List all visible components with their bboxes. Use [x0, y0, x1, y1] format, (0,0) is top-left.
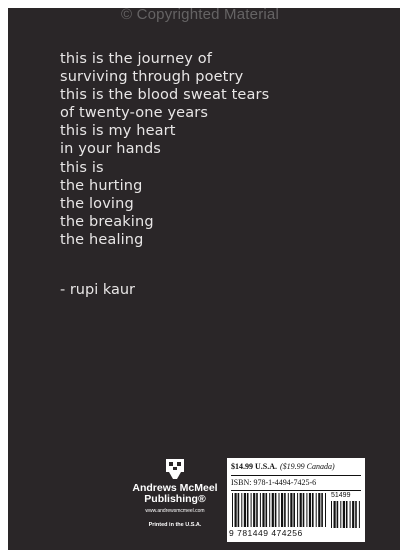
- barcode-bar: [288, 493, 289, 527]
- barcode-bar: [297, 493, 298, 527]
- poem-line: the hurting: [60, 177, 143, 194]
- poem-text: [60, 50, 269, 249]
- barcode-bar: [346, 501, 348, 528]
- price-code: 51499: [331, 492, 351, 499]
- poem-line: this is my heart: [60, 123, 176, 140]
- price-usa: $14.99 U.S.A.: [231, 462, 278, 471]
- barcode-bar: [241, 493, 242, 527]
- barcode-bar: [235, 493, 237, 527]
- poem-line: surviving through poetry: [60, 69, 244, 86]
- barcode-bar: [272, 493, 274, 527]
- poem-line: the loving: [60, 195, 134, 212]
- poem-line: this is the journey of: [60, 51, 213, 67]
- barcode-bar: [303, 493, 305, 527]
- barcode-bar: [306, 493, 307, 527]
- barcode-bar: [309, 493, 311, 527]
- barcode-bar: [256, 493, 258, 527]
- barcode-bar: [316, 493, 317, 527]
- ean-digits: 9 781449 474256: [229, 528, 303, 538]
- barcode-bar: [340, 501, 341, 528]
- barcode-bar: [300, 493, 302, 527]
- barcode-bar: [293, 493, 295, 527]
- ean-barcode: [231, 493, 329, 529]
- author-signature: - rupi kaur: [60, 282, 136, 298]
- price-text: [231, 462, 361, 471]
- barcode-bar: [355, 501, 357, 528]
- barcode-bar: [290, 493, 292, 527]
- barcode-bar: [312, 493, 314, 527]
- poem-line: of twenty-one years: [60, 105, 209, 122]
- barcode-bar: [359, 501, 360, 528]
- barcode-bar: [350, 501, 351, 528]
- isbn-number: ISBN: 978-1-4494-7425-6: [231, 478, 317, 487]
- barcode-bar: [251, 493, 252, 527]
- poem-line: this is the blood sweat tears: [60, 87, 270, 104]
- barcode-bar: [260, 493, 261, 527]
- barcode-bar: [325, 493, 326, 527]
- barcode-bar: [334, 501, 336, 528]
- barcode-bar: [232, 493, 233, 527]
- price-addon-barcode: [330, 501, 362, 528]
- barcode-bar: [275, 493, 277, 527]
- price-barcode-label: [227, 458, 365, 542]
- poem-line: in your hands: [60, 141, 162, 158]
- printed-in-label: Printed in the U.S.A.: [148, 522, 202, 528]
- barcode-bar: [343, 501, 345, 528]
- poem-line: the breaking: [60, 213, 154, 230]
- poem-line: the healing: [60, 231, 144, 248]
- barcode-bar: [284, 493, 286, 527]
- andrews-mcmeel-face-logo-icon: [165, 458, 185, 480]
- label-divider: [231, 475, 361, 476]
- publisher-name: Andrews McMeel Publishing®: [132, 482, 218, 505]
- barcode-bar: [244, 493, 246, 527]
- barcode-bar: [352, 501, 354, 528]
- barcode-bar: [247, 493, 249, 527]
- poem-line: this is: [60, 159, 104, 176]
- barcode-bar: [262, 493, 264, 527]
- barcode-bar: [238, 493, 240, 527]
- barcode-bar: [266, 493, 268, 527]
- barcode-bar: [331, 501, 332, 528]
- barcode-bar: [337, 501, 339, 528]
- barcode-bar: [279, 493, 280, 527]
- barcode-bar: [269, 493, 270, 527]
- barcode-bar: [321, 493, 323, 527]
- publisher-block: [110, 458, 240, 528]
- barcode-bar: [281, 493, 283, 527]
- label-divider: [231, 490, 361, 491]
- barcode-bar: [253, 493, 255, 527]
- barcode-bar: [318, 493, 320, 527]
- price-canada: ($19.99 Canada): [280, 462, 335, 471]
- publisher-website: www.andrewsmcmeel.com: [145, 508, 205, 514]
- copyright-watermark: © Copyrighted Material: [120, 6, 280, 23]
